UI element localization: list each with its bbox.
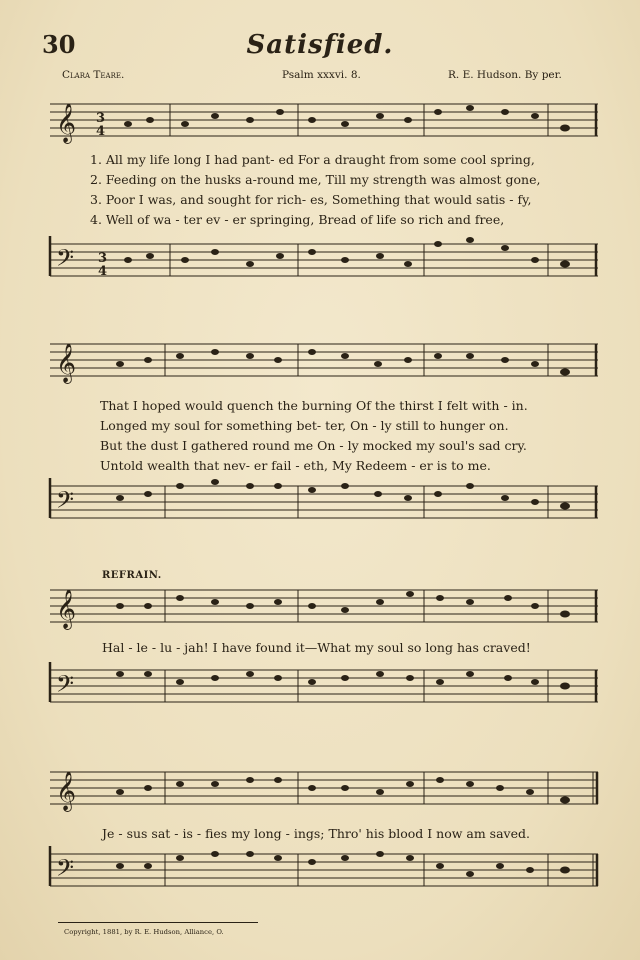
- svg-text:𝄢: 𝄢: [56, 670, 75, 703]
- svg-text:𝄞: 𝄞: [56, 103, 77, 143]
- verse-1-line-1: 1. All my life long I had pant- ed For a draught from some cool spring,: [90, 152, 535, 167]
- hymn-title: Satisfied.: [246, 30, 394, 60]
- verse-1-line-2: That I hoped would quench the burning Of the thirst I felt with - in.: [100, 398, 528, 413]
- svg-text:𝄞: 𝄞: [56, 771, 77, 811]
- verse-4-line-1: 4. Well of wa - ter ev - er springing, Bread of life so rich and free,: [90, 212, 505, 227]
- verse-3-line-1: 3. Poor I was, and sought for rich- es, Something that would satis - fy,: [90, 192, 532, 207]
- system-3-bass-staff: [0, 662, 640, 712]
- svg-text:𝄢: 𝄢: [56, 486, 75, 519]
- verse-2-line-2: Longed my soul for something bet- ter, On - ly still to hunger on.: [100, 418, 509, 433]
- refrain-line-2: Je - sus sat - is - fies my long - ings; Thro' his blood I now am saved.: [102, 826, 530, 841]
- scripture-reference: Psalm xxxvi. 8.: [282, 69, 361, 81]
- verse-4-line-2: Untold wealth that nev- er fail - eth, My Redeem - er is to me.: [100, 458, 491, 473]
- verse-2-line-1: 2. Feeding on the husks a-round me, Till my strength was almost gone,: [90, 172, 541, 187]
- svg-text:𝄢: 𝄢: [56, 244, 75, 277]
- composer-credit: R. E. Hudson. By per.: [448, 69, 562, 81]
- system-1-bass-staff: [0, 236, 640, 286]
- svg-text:𝄞: 𝄞: [56, 589, 77, 629]
- footer-rule: [58, 922, 258, 923]
- refrain-label: REFRAIN.: [102, 570, 162, 581]
- copyright-notice: Copyright, 1881, by R. E. Hudson, Alliance, O.: [64, 928, 224, 936]
- refrain-line-1: Hal - le - lu - jah! I have found it—What my soul so long has craved!: [102, 640, 531, 655]
- author-credit: Clara Teare.: [62, 69, 125, 81]
- system-3-treble-staff: [0, 582, 640, 632]
- system-4-bass-staff: [0, 846, 640, 896]
- system-2-treble-staff: [0, 336, 640, 386]
- svg-text:𝄞: 𝄞: [56, 343, 77, 383]
- verse-3-line-2: But the dust I gathered round me On - ly mocked my soul's sad cry.: [100, 438, 527, 453]
- svg-text:3: 3: [96, 111, 106, 126]
- system-2-bass-staff: [0, 478, 640, 528]
- svg-text:𝄢: 𝄢: [56, 854, 75, 887]
- page-number: 30: [42, 30, 76, 59]
- svg-text:4: 4: [96, 124, 106, 139]
- system-4-treble-staff: [0, 764, 640, 814]
- svg-text:3: 3: [98, 251, 108, 266]
- svg-text:4: 4: [98, 264, 108, 279]
- system-1-treble-staff: [0, 96, 640, 146]
